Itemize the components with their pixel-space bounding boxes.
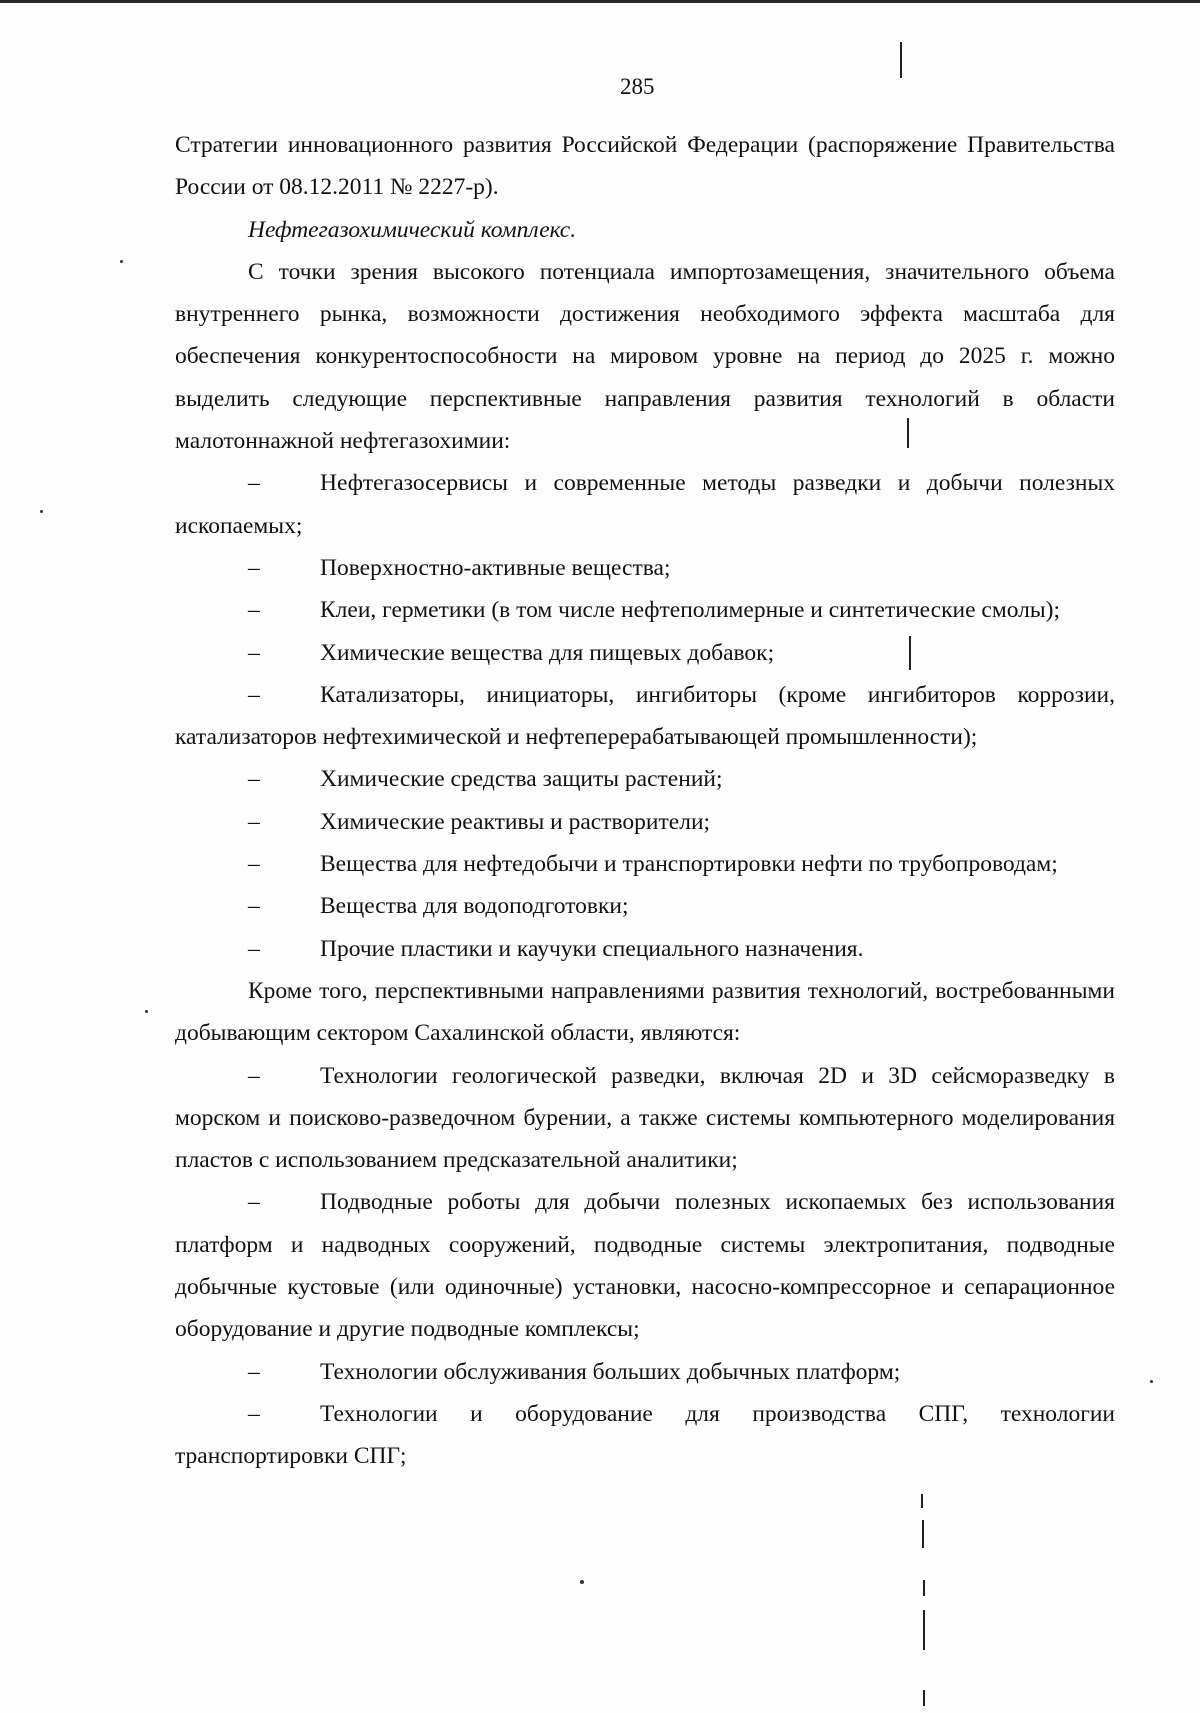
list-item-text: Вещества для нефтедобычи и транспортировки нефти по трубопроводам; (320, 851, 1058, 878)
list-item-text: Поверхностно-активные вещества; (320, 554, 671, 581)
page-number: 285 (620, 74, 655, 99)
dash-marker: – (248, 893, 260, 920)
list-item-text: Подводные роботы для добычи полезных ископаемых без использования платформ и надводных сооружений, подводные системы электропитания, подводные добычные кустовые (или одиночные) установки, насосно-компрессорное и сепарационное оборудование и другие подводные комплексы; (175, 1189, 1115, 1343)
scan-speck (1150, 1380, 1153, 1383)
scan-mark (923, 1580, 925, 1596)
dash-marker: – (248, 1062, 260, 1089)
lead-paragraph: С точки зрения высокого потенциала импортозамещения, значительного объема внутреннего рынка, возможности достижения необходимого эффекта масштаба для обеспечения конкурентоспособности на мировом уровне на период до 2025 г. можно выделить следующие перспективные направления развития технологий в области малотоннажной нефтегазохимии: (175, 258, 1115, 455)
list-item (175, 632, 1115, 674)
list-item (175, 1393, 1115, 1478)
list-item-text: Технологии и оборудование для производства СПГ, технологии транспортировки СПГ; (175, 1400, 1115, 1470)
intro-paragraph: Стратегии инновационного развития Российской Федерации (распоряжение Правительства России от 08.12.2011 № 2227-р). (175, 132, 1115, 201)
dash-marker: – (248, 935, 260, 962)
scan-speck (145, 1010, 148, 1013)
dash-marker: – (248, 681, 260, 708)
dash-marker: – (248, 1189, 260, 1216)
dash-marker: – (248, 851, 260, 878)
list-item-text: Катализаторы, инициаторы, ингибиторы (кроме ингибиторов коррозии, катализаторов нефтехимической и нефтеперерабатывающей промышленности); (175, 681, 1115, 751)
list-item-text: Вещества для водоподготовки; (320, 893, 629, 920)
scan-mark (907, 418, 909, 448)
dash-marker: – (248, 1400, 260, 1427)
second-lead-paragraph: Кроме того, перспективными направлениями развития технологий, востребованными добывающим сектором Сахалинской области, являются: (175, 977, 1115, 1047)
scan-mark (923, 1690, 925, 1706)
list-item-text: Технологии геологической разведки, включая 2D и 3D сейсморазведку в морском и поисково-разведочном бурении, а также системы компьютерного моделирования пластов с использованием предсказательной аналитики; (175, 1062, 1115, 1174)
list-item-text: Химические вещества для пищевых добавок; (320, 639, 775, 666)
scan-speck (120, 260, 123, 263)
scan-speck (40, 510, 43, 513)
scan-mark (921, 1494, 923, 1508)
list-item (175, 547, 1115, 589)
list-item-text: Химические реактивы и растворители; (320, 808, 711, 835)
list-item (175, 1055, 1115, 1182)
list-item (175, 843, 1115, 885)
list-item (175, 928, 1115, 970)
scan-mark (923, 1610, 925, 1650)
dash-marker: – (248, 766, 260, 793)
list-item-text: Химические средства защиты растений; (320, 766, 723, 793)
list-item (175, 758, 1115, 800)
scan-mark (909, 636, 911, 670)
dash-marker: – (248, 639, 260, 666)
list-item-text: Прочие пластики и каучуки специального назначения. (320, 935, 864, 962)
scan-speck (580, 1580, 584, 1584)
list-item-text: Клеи, герметики (в том числе нефтеполимерные и синтетические смолы); (320, 597, 1061, 624)
dash-marker: – (248, 470, 260, 497)
dash-marker: – (248, 808, 260, 835)
section-heading: Нефтегазохимический комплекс. (248, 216, 577, 243)
dash-marker: – (248, 597, 260, 624)
list-item (175, 589, 1115, 631)
list-item (175, 1181, 1115, 1350)
list-item (175, 885, 1115, 927)
document-body (175, 124, 1115, 1478)
scan-mark (900, 42, 902, 78)
list-item (175, 801, 1115, 843)
dash-marker: – (248, 554, 260, 581)
scan-mark (922, 1520, 924, 1548)
dash-marker: – (248, 1358, 260, 1385)
list-item (175, 1351, 1115, 1393)
list-item (175, 462, 1115, 547)
list-item-text: Технологии обслуживания больших добычных платформ; (320, 1358, 901, 1385)
list-item (175, 674, 1115, 759)
list-item-text: Нефтегазосервисы и современные методы разведки и добычи полезных ископаемых; (175, 470, 1115, 539)
scan-top-edge (0, 0, 1200, 3)
